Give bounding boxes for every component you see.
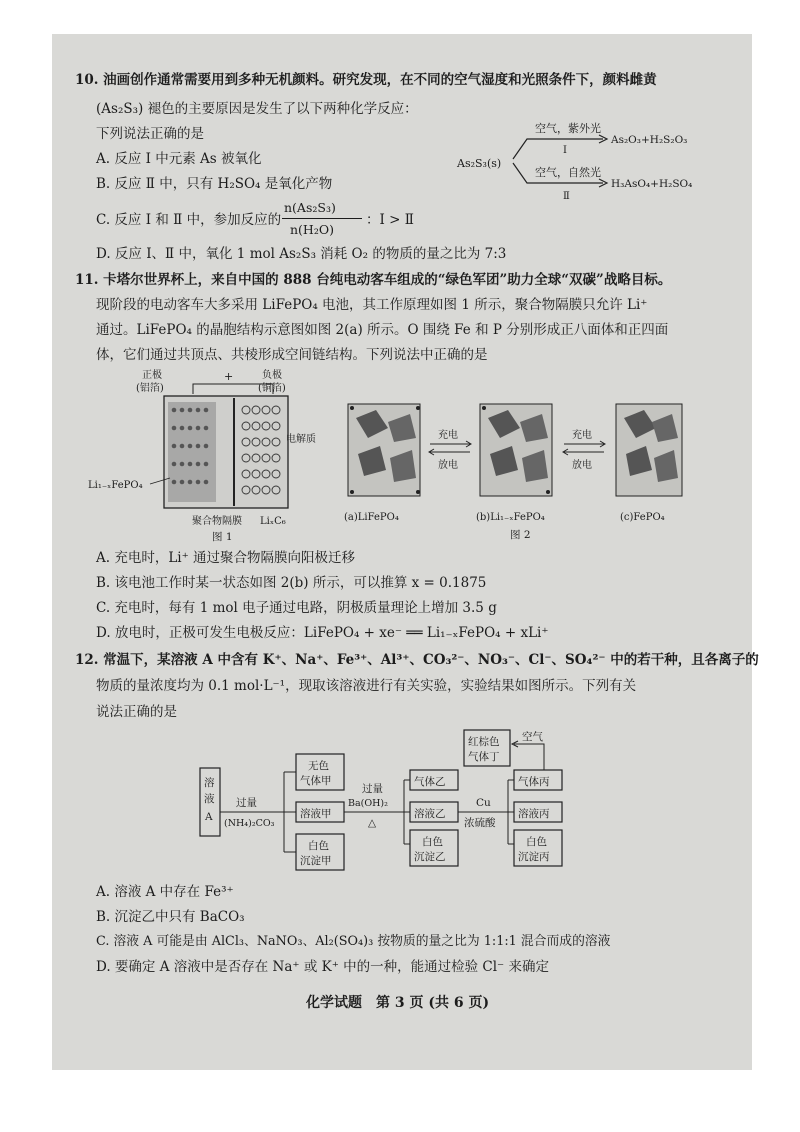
positive-electrode-label: 正极 <box>142 370 162 381</box>
separator-label: 聚合物隔膜 <box>192 516 242 527</box>
crystal-cell-a <box>348 404 420 496</box>
solution-a-char-2: 液 <box>204 793 215 805</box>
cathode-material-label: Li₁₋ₓFePO₄ <box>88 480 143 491</box>
step2-reagent-top: 过量 <box>362 783 383 795</box>
q10-option-a: A. 反应 Ⅰ 中元素 As 被氧化 <box>96 151 262 167</box>
scheme-reactant: As₂S₃(s) <box>457 157 502 170</box>
scheme-lower-condition: 空气，自然光 <box>535 166 601 179</box>
q10-option-d: D. 反应 Ⅰ、Ⅱ 中，氧化 1 mol As₂S₃ 消耗 O₂ 的物质的量之比为 7:3 <box>96 246 507 262</box>
plus-sign: + <box>224 370 234 383</box>
red-gas-line2: 气体丁 <box>468 751 500 763</box>
q11-figure-2-crystal-cells <box>340 398 720 548</box>
solution-a-char-1: 溶 <box>204 777 215 789</box>
crystal-cell-b <box>480 404 552 496</box>
crystal-a-caption: (a)LiFePO₄ <box>344 512 399 523</box>
q10-stem-line2: (As₂S₃) 褪色的主要原因是发生了以下两种化学反应： <box>96 101 418 117</box>
page-footer: 化学试题 第 3 页 (共 6 页) <box>306 995 490 1011</box>
gas-jia-line2: 气体甲 <box>300 775 332 787</box>
q11-option-b: B. 该电池工作时某一状态如图 2(b) 所示，可以推算 x = 0.1875 <box>96 575 487 591</box>
q10-option-c-numerator: n(As₂S₃) <box>284 200 336 215</box>
solution-a-char-3: A <box>205 811 213 823</box>
gas-bing-label: 气体丙 <box>518 776 550 788</box>
anode-material-label: LiₓC₆ <box>260 516 286 527</box>
negative-electrode-label: 负极 <box>262 370 282 381</box>
gas-bing-box <box>514 770 562 790</box>
scheme-upper-label: Ⅰ <box>563 145 567 156</box>
solution-bing-label: 溶液丙 <box>518 808 550 820</box>
electrolyte-label: 电解质 <box>286 434 316 445</box>
q12-stem-line1: 12. 常温下，某溶液 A 中含有 K⁺、Na⁺、Fe³⁺、Al³⁺、CO₃²⁻、NO₃⁻、Cl⁻、SO₄²⁻ 中的若干种，且各离子的 <box>75 652 759 668</box>
gas-yi-label: 气体乙 <box>414 776 446 788</box>
solution-yi-label: 溶液乙 <box>414 808 446 820</box>
q11-option-a: A. 充电时，Li⁺ 通过聚合物隔膜向阳极迁移 <box>96 550 356 566</box>
scheme-upper-products: As₂O₃+H₂S₂O₃ <box>611 134 688 146</box>
discharge-label-1: 放电 <box>438 460 458 471</box>
discharge-label-2: 放电 <box>572 460 592 471</box>
q11-figure-1-battery <box>88 366 338 546</box>
scheme-upper-arrow <box>513 139 603 159</box>
q12-option-a: A. 溶液 A 中存在 Fe³⁺ <box>96 884 234 900</box>
gas-jia-line1: 无色 <box>308 760 329 772</box>
figure-2-caption: 图 2 <box>510 529 531 541</box>
precipitate-yi-line2: 沉淀乙 <box>414 851 446 863</box>
precipitate-yi-line1: 白色 <box>422 836 443 848</box>
precipitate-bing-line2: 沉淀丙 <box>518 851 550 863</box>
q12-option-b: B. 沉淀乙中只有 BaCO₃ <box>96 909 245 925</box>
q11-stem-line1: 11. 卡塔尔世界杯上，来自中国的 888 台纯电动客车组成的“绿色军团”助力全球“双碳”战略目标。 <box>75 272 672 288</box>
positive-electrode-material: (铝箔) <box>136 383 164 394</box>
solution-jia-box <box>296 802 344 822</box>
precipitate-bing-line1: 白色 <box>526 836 547 848</box>
negative-electrode-material: (铜箔) <box>258 383 286 394</box>
solution-jia-label: 溶液甲 <box>300 808 332 820</box>
step3-reagent-top: Cu <box>476 797 491 809</box>
crystal-cell-c <box>616 404 682 496</box>
solution-yi-box <box>410 802 458 822</box>
q10-option-c-denominator: n(H₂O) <box>290 222 334 237</box>
q11-option-c: C. 充电时，每有 1 mol 电子通过电路，阴极质量理论上增加 3.5 g <box>96 600 497 616</box>
red-gas-line1: 红棕色 <box>468 736 500 748</box>
precipitate-yi-box <box>410 830 458 866</box>
q10-reaction-scheme <box>455 115 720 205</box>
solution-a-box <box>200 768 220 836</box>
cathode-layer <box>168 402 216 502</box>
scheme-lower-products: H₃AsO₄+H₂SO₄ <box>611 178 693 190</box>
q10-fraction-bar <box>282 218 362 219</box>
q11-stem-line3: 通过。LiFePO₄ 的晶胞结构示意图如图 2(a) 所示。O 围绕 Fe 和 P 分别形成正八面体和正四面 <box>96 322 669 338</box>
q10-stem-line1: 10. 油画创作通常需要用到多种无机颜料。研究发现，在不同的空气湿度和光照条件下，颜料雌黄 <box>75 72 657 88</box>
q11-stem-line4: 体，它们通过共顶点、共棱形成空间链结构。下列说法中正确的是 <box>96 347 488 363</box>
precipitate-bing-box <box>514 830 562 866</box>
step2-reagent-middle: Ba(OH)₂ <box>348 798 388 809</box>
precipitate-jia-line1: 白色 <box>308 840 329 852</box>
charge-label-2: 充电 <box>572 430 592 441</box>
q12-stem-line2: 物质的量浓度均为 0.1 mol·L⁻¹，现取该溶液进行有关实验，实验结果如图所示。下列有关 <box>96 678 637 694</box>
solution-bing-box <box>514 802 562 822</box>
precipitate-jia-box <box>296 834 344 870</box>
scheme-upper-condition: 空气，紫外光 <box>535 122 601 135</box>
red-gas-ding-box <box>464 730 510 766</box>
q12-option-c: C. 溶液 A 可能是由 AlCl₃、NaNO₃、Al₂(SO₄)₃ 按物质的量之比为 1:1:1 混合而成的溶液 <box>96 934 611 949</box>
q12-experiment-flowchart <box>196 726 596 876</box>
crystal-c-caption: (c)FePO₄ <box>620 512 665 523</box>
q11-option-d: D. 放电时，正极可发生电极反应：LiFePO₄ + xe⁻ ══ Li₁₋ₓFePO₄ + xLi⁺ <box>96 625 549 641</box>
figure-1-caption: 图 1 <box>212 531 233 543</box>
q10-option-c-suffix: ：Ⅰ > Ⅱ <box>366 212 414 228</box>
step2-heat-symbol: △ <box>368 817 377 829</box>
q11-stem-line2: 现阶段的电动客车大多采用 LiFePO₄ 电池，其工作原理如图 1 所示，聚合物隔膜只允许 Li⁺ <box>96 297 648 313</box>
q10-option-b: B. 反应 Ⅱ 中，只有 H₂SO₄ 是氧化产物 <box>96 176 333 192</box>
air-arrow <box>514 744 544 770</box>
air-label: 空气 <box>522 731 543 743</box>
gas-jia-box <box>296 754 344 790</box>
step1-reagent-bottom: (NH₄)₂CO₃ <box>224 818 275 829</box>
q12-stem-line3: 说法正确的是 <box>96 704 177 720</box>
q10-stem-line3: 下列说法正确的是 <box>96 126 204 142</box>
q12-option-d: D. 要确定 A 溶液中是否存在 Na⁺ 或 K⁺ 中的一种，能通过检验 Cl⁻ 来确定 <box>96 959 549 975</box>
gas-yi-box <box>410 770 458 790</box>
charge-label-1: 充电 <box>438 430 458 441</box>
step1-reagent-top: 过量 <box>236 797 257 809</box>
scheme-lower-label: Ⅱ <box>563 191 570 202</box>
precipitate-jia-line2: 沉淀甲 <box>300 855 332 867</box>
step3-reagent-bottom: 浓硫酸 <box>464 817 496 829</box>
q10-option-c-prefix: C. 反应 Ⅰ 和 Ⅱ 中，参加反应的 <box>96 212 282 228</box>
crystal-b-caption: (b)Li₁₋ₓFePO₄ <box>476 512 545 523</box>
